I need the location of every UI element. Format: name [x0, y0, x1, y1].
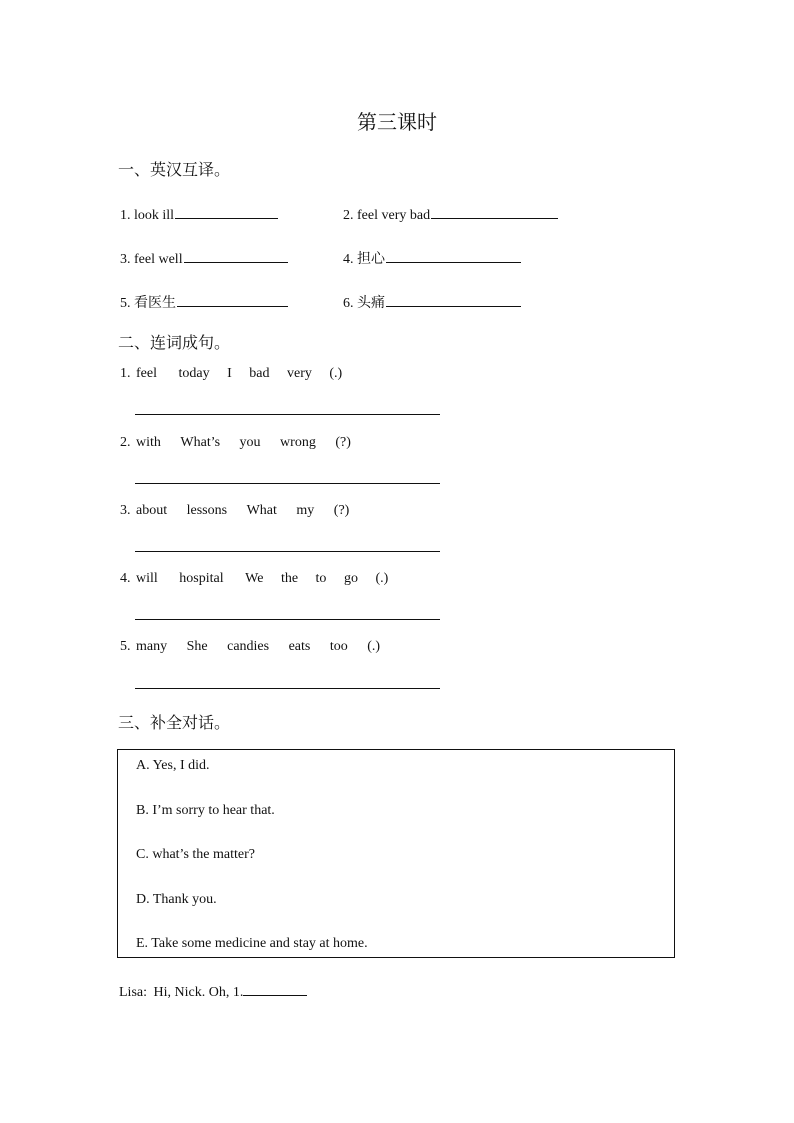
- word: wrong: [280, 435, 316, 450]
- word: We: [245, 571, 264, 586]
- item-text: 担心: [357, 252, 385, 267]
- option-a: A. Yes, I did.: [136, 758, 210, 773]
- word: too: [329, 639, 348, 654]
- word: very: [286, 366, 312, 381]
- word: (.): [329, 366, 343, 381]
- dialogue-line-1: [119, 981, 307, 1001]
- word: will: [136, 571, 158, 586]
- word: (.): [367, 639, 381, 654]
- word: candies: [227, 639, 270, 654]
- translation-item-4: [343, 248, 521, 268]
- word: What’s: [180, 435, 221, 450]
- word: with: [136, 435, 161, 450]
- word: lessons: [186, 503, 228, 518]
- word: I: [227, 366, 232, 381]
- sentence-item-1: [120, 366, 342, 382]
- item-number: 1.: [120, 366, 131, 381]
- item-number: 4.: [120, 571, 131, 586]
- word: eats: [288, 639, 311, 654]
- item-text: 看医生: [134, 296, 176, 311]
- item-text: feel very bad: [357, 208, 431, 223]
- answer-blank[interactable]: [177, 292, 288, 307]
- word: hospital: [179, 571, 224, 586]
- section-1-heading: 一、英汉互译。: [118, 162, 231, 179]
- item-text: look ill: [134, 208, 175, 223]
- answer-blank[interactable]: [243, 981, 307, 996]
- item-number: 5.: [120, 296, 131, 311]
- translation-item-1: [120, 204, 278, 224]
- word: many: [136, 639, 168, 654]
- sentence-item-2: [120, 435, 351, 451]
- dialogue-text: Hi, Nick. Oh, 1.: [153, 985, 244, 1000]
- option-e: E. Take some medicine and stay at home.: [136, 936, 368, 951]
- word: feel: [136, 366, 157, 381]
- sentence-item-3: [120, 503, 349, 519]
- word: today: [178, 366, 210, 381]
- answer-line[interactable]: [135, 483, 440, 484]
- page-title: 第三课时: [357, 112, 437, 134]
- translation-item-3: [120, 248, 288, 268]
- word: my: [296, 503, 315, 518]
- item-number: 5.: [120, 639, 131, 654]
- answer-line[interactable]: [135, 688, 440, 689]
- sentence-item-5: [120, 639, 380, 655]
- word: (.): [375, 571, 389, 586]
- sentence-item-4: [120, 571, 388, 587]
- item-text: feel well: [134, 252, 183, 267]
- word: the: [280, 571, 299, 586]
- answer-blank[interactable]: [386, 292, 521, 307]
- item-number: 6.: [343, 296, 354, 311]
- word: What: [246, 503, 277, 518]
- item-number: 3.: [120, 503, 131, 518]
- answer-line[interactable]: [135, 551, 440, 552]
- option-c: C. what’s the matter?: [136, 847, 255, 862]
- translation-item-5: [120, 292, 288, 312]
- answer-blank[interactable]: [184, 248, 288, 263]
- answer-blank[interactable]: [431, 204, 558, 219]
- translation-item-6: [343, 292, 521, 312]
- word: (?): [335, 435, 351, 450]
- speaker-name: Lisa:: [119, 985, 147, 1000]
- word: you: [239, 435, 261, 450]
- item-number: 1.: [120, 208, 131, 223]
- word: She: [186, 639, 208, 654]
- section-2-heading: 二、连词成句。: [118, 335, 231, 352]
- item-number: 4.: [343, 252, 354, 267]
- item-number: 2.: [343, 208, 354, 223]
- option-b: B. I’m sorry to hear that.: [136, 803, 275, 818]
- answer-line[interactable]: [135, 414, 440, 415]
- word: go: [343, 571, 358, 586]
- word: to: [315, 571, 327, 586]
- word: bad: [249, 366, 270, 381]
- answer-line[interactable]: [135, 619, 440, 620]
- option-d: D. Thank you.: [136, 892, 217, 907]
- item-text: 头痛: [357, 296, 385, 311]
- word: (?): [333, 503, 350, 518]
- item-number: 2.: [120, 435, 131, 450]
- item-number: 3.: [120, 252, 131, 267]
- answer-blank[interactable]: [175, 204, 278, 219]
- word: about: [136, 503, 168, 518]
- options-box: [117, 749, 675, 958]
- answer-blank[interactable]: [386, 248, 521, 263]
- section-3-heading: 三、补全对话。: [118, 715, 231, 732]
- translation-item-2: [343, 204, 558, 224]
